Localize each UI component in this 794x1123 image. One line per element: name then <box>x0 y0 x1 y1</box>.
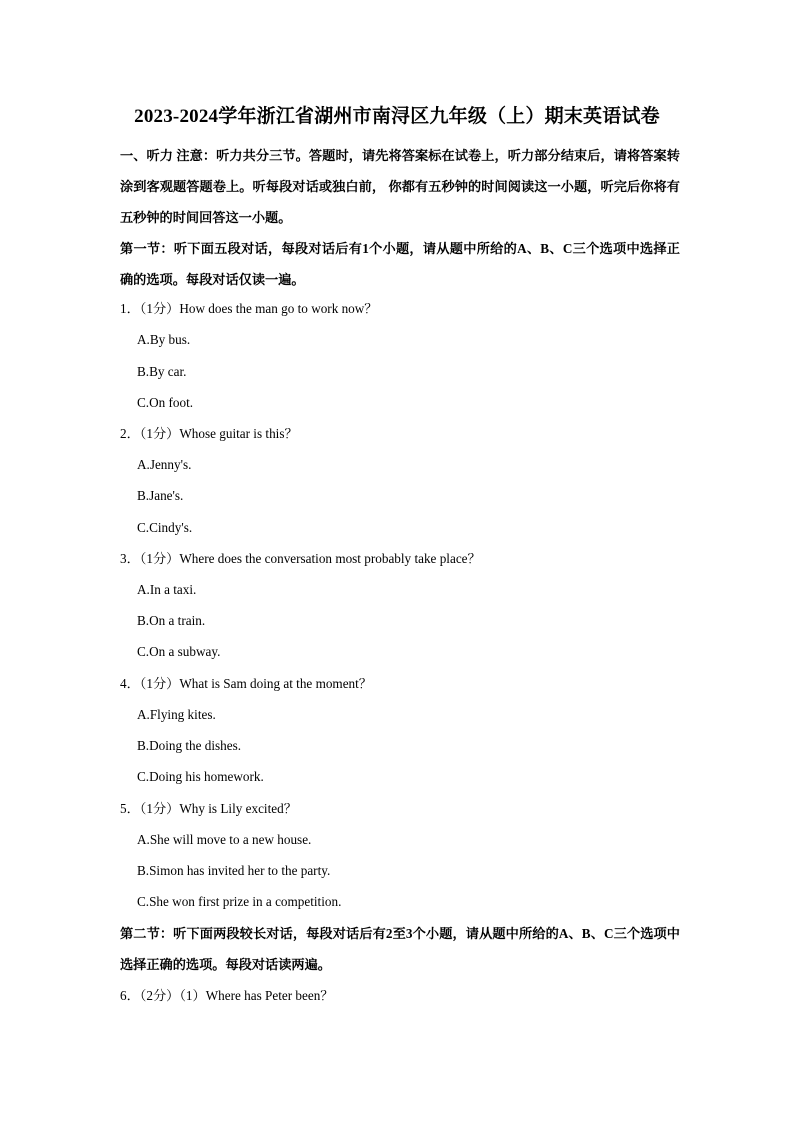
question-2-option-c: C.Cindy's. <box>137 520 193 535</box>
question-4-option-c: C.Doing his homework. <box>137 769 264 784</box>
question-2: 2．（1分）Whose guitar is this？ <box>120 426 298 441</box>
question-1-option-c: C.On foot. <box>137 395 194 410</box>
question-4: 4．（1分）What is Sam doing at the moment？ <box>120 676 372 691</box>
question-3-option-c: C.On a subway. <box>137 644 221 659</box>
question-3: 3．（1分）Where does the conversation most probably take place？ <box>120 551 481 566</box>
question-1-option-a: A.By bus. <box>137 332 191 347</box>
exam-title: 2023-2024学年浙江省湖州市南浔区九年级（上）期末英语试卷 <box>134 106 660 127</box>
question-3-option-b: B.On a train. <box>137 613 206 628</box>
question-5: 5．（1分）Why is Lily excited？ <box>120 801 297 816</box>
question-5-option-b: B.Simon has invited her to the party. <box>137 863 331 878</box>
section-two-instructions: 第二节：听下面两段较长对话，每段对话后有2至3个小题，请从题中所给的A、B、C三个选项中选择正确的选项。每段对话读两遍。 <box>120 926 680 973</box>
question-4-option-a: A.Flying kites. <box>137 707 216 722</box>
question-1-option-b: B.By car. <box>137 364 187 379</box>
question-4-option-b: B.Doing the dishes. <box>137 738 242 753</box>
question-6: 6．（2分）（1）Where has Peter been？ <box>120 988 334 1003</box>
listening-instructions: 一、听力 注意：听力共分三节。答题时，请先将答案标在试卷上，听力部分结束后，请将答案转涂到客观题答题卷上。听每段对话或独白前， 你都有五秒钟的时间阅读这一小题，听完后你将有五秒钟的时间回答这一小题。 <box>120 148 680 226</box>
question-2-option-a: A.Jenny's. <box>137 457 192 472</box>
question-1: 1．（1分）How does the man go to work now？ <box>120 301 378 316</box>
section-one-instructions: 第一节：听下面五段对话，每段对话后有1个小题，请从题中所给的A、B、C三个选项中选择正确的选项。每段对话仅读一遍。 <box>120 241 680 288</box>
question-3-option-a: A.In a taxi. <box>137 582 197 597</box>
question-5-option-c: C.She won first prize in a competition. <box>137 894 342 909</box>
question-5-option-a: A.She will move to a new house. <box>137 832 312 847</box>
question-2-option-b: B.Jane's. <box>137 488 184 503</box>
